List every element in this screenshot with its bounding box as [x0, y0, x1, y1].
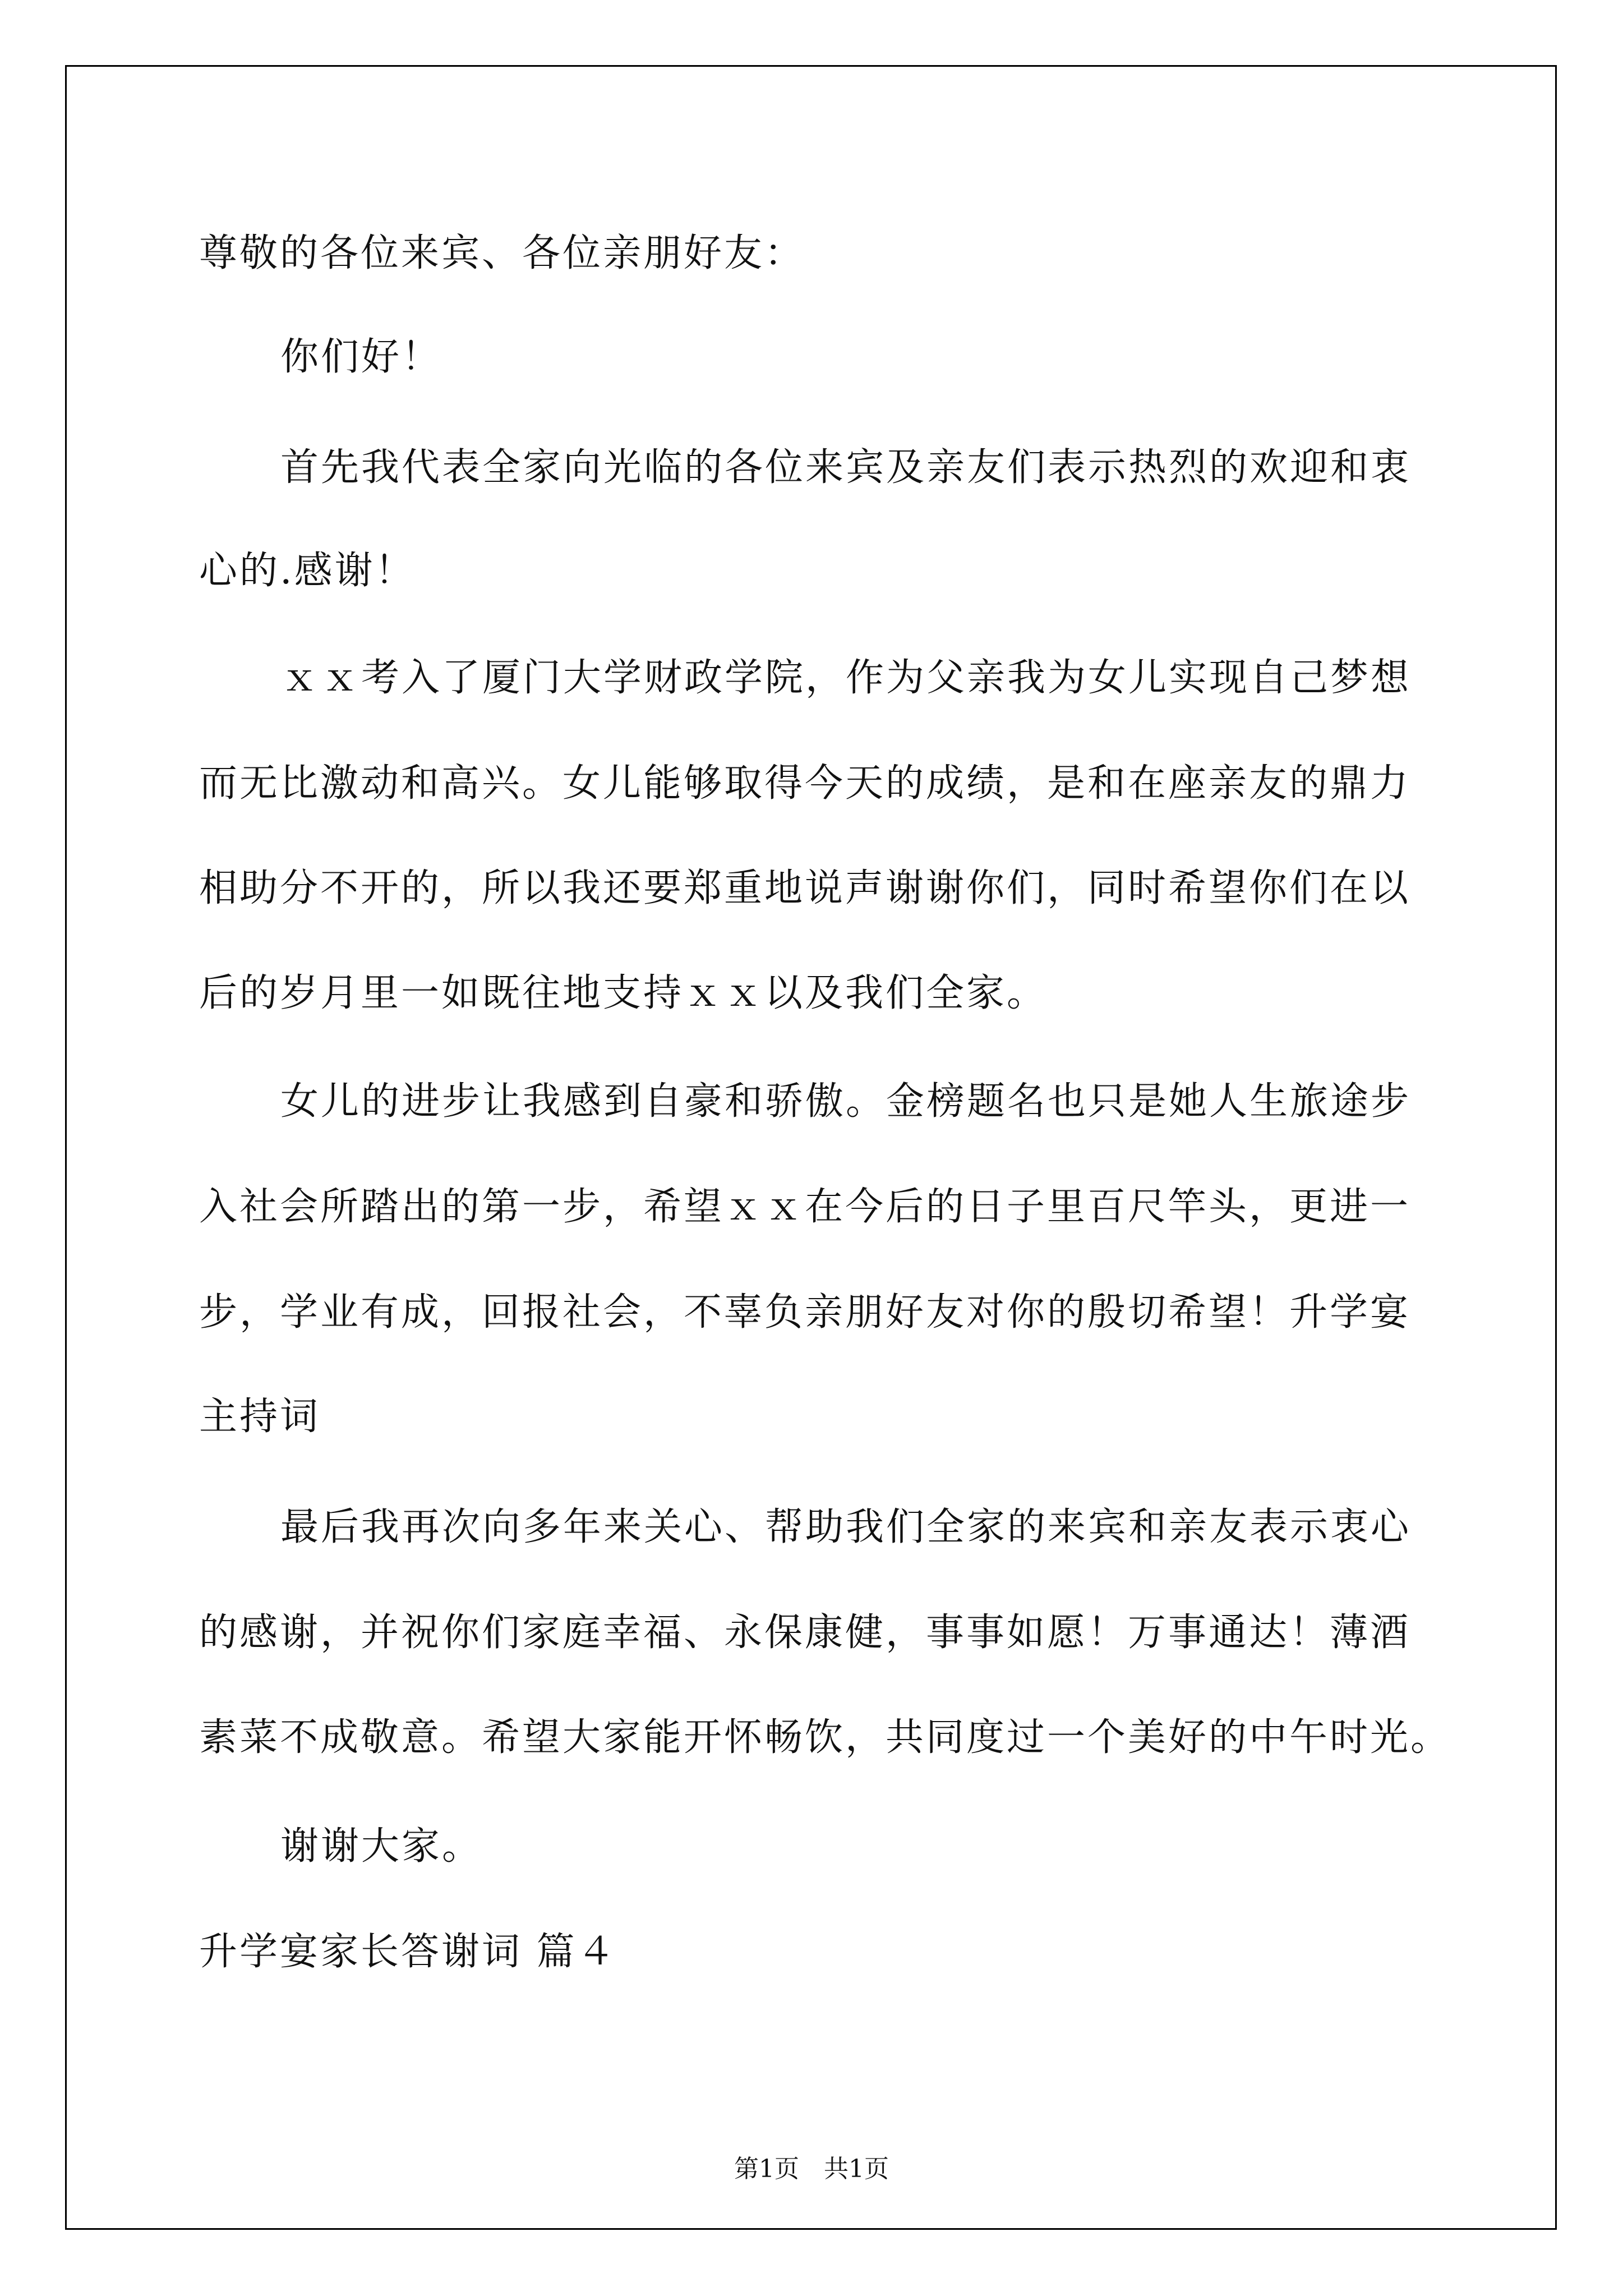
salutation: 尊敬的各位来宾、各位亲朋好友： — [199, 231, 805, 275]
section-heading: 升学宴家长答谢词 篇４ — [199, 1930, 617, 1974]
paragraph-line: 而无比激动和高兴。女儿能够取得今天的成绩，是和在座亲友的鼎力 — [199, 761, 1411, 806]
paragraph-line: 后的岁月里一如既往地支持ｘｘ以及我们全家。 — [199, 971, 1048, 1015]
paragraph-line: 女儿的进步让我感到自豪和骄傲。金榜题名也只是她人生旅途步 — [280, 1079, 1412, 1124]
closing-line: 谢谢大家。 — [280, 1824, 483, 1869]
page-footer: 第1页 共1页 — [734, 2155, 889, 2183]
greeting: 你们好！ — [280, 335, 442, 379]
paragraph-line: 的感谢，并祝你们家庭幸福、永保康健，事事如愿！万事通达！薄酒 — [199, 1611, 1411, 1655]
paragraph-line: 最后我再次向多年来关心、帮助我们全家的来宾和亲友表示衷心 — [280, 1505, 1412, 1549]
paragraph-line: 心的.感谢！ — [199, 549, 416, 593]
paragraph-line: 主持词 — [199, 1395, 321, 1439]
paragraph-line: 步，学业有成，回报社会，不辜负亲朋好友对你的殷切希望！升学宴 — [199, 1290, 1411, 1335]
paragraph-line: 入社会所踏出的第一步，希望ｘｘ在今后的日子里百尺竿头，更进一 — [199, 1185, 1411, 1229]
paragraph-line: 相助分不开的，所以我还要郑重地说声谢谢你们，同时希望你们在以 — [199, 866, 1411, 910]
paragraph-line: 素菜不成敬意。希望大家能开怀畅饮，共同度过一个美好的中午时光。 — [199, 1715, 1451, 1760]
paragraph-line: 首先我代表全家向光临的各位来宾及亲友们表示热烈的欢迎和衷 — [280, 445, 1412, 490]
page-border — [65, 65, 1557, 2230]
paragraph-line: ｘｘ考入了厦门大学财政学院，作为父亲我为女儿实现自己梦想 — [280, 656, 1412, 700]
